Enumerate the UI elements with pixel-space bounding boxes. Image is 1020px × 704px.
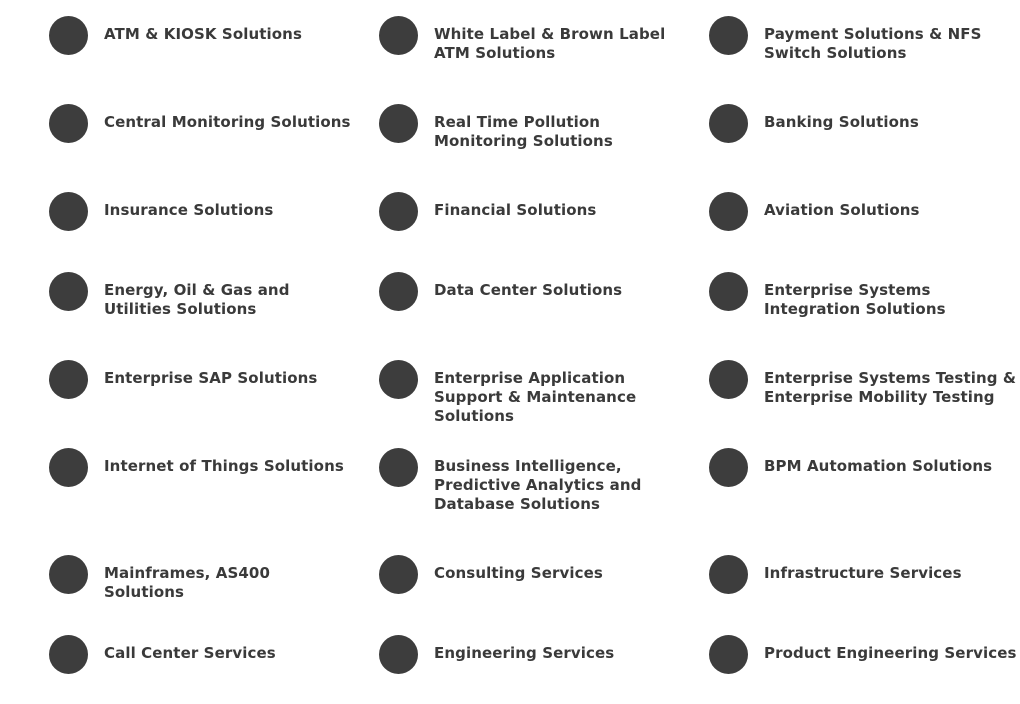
service-label: Product Engineering Services	[764, 644, 1017, 662]
circle-bullet-icon	[709, 104, 748, 143]
circle-bullet-icon	[379, 555, 418, 594]
service-item-white-label-atm[interactable]	[379, 16, 696, 63]
service-item-energy-oil-gas[interactable]	[49, 272, 354, 319]
service-item-insurance[interactable]	[49, 192, 354, 231]
circle-bullet-icon	[709, 192, 748, 231]
service-label: White Label & Brown Label ATM Solutions	[434, 25, 666, 62]
service-label: Financial Solutions	[434, 201, 597, 219]
service-item-sap[interactable]	[49, 360, 354, 399]
service-label: Enterprise Application Support & Maintenance Solutions	[434, 369, 637, 425]
circle-bullet-icon	[49, 104, 88, 143]
service-label: Insurance Solutions	[104, 201, 274, 219]
service-label: Enterprise Systems Testing & Enterprise Mobility Testing	[764, 369, 1017, 406]
service-label: Real Time Pollution Monitoring Solutions	[434, 113, 613, 150]
service-item-systems-integration[interactable]	[709, 272, 1020, 319]
service-label: Payment Solutions & NFS Switch Solutions	[764, 25, 982, 62]
circle-bullet-icon	[379, 16, 418, 55]
circle-bullet-icon	[379, 448, 418, 487]
service-item-application-support[interactable]	[379, 360, 696, 426]
circle-bullet-icon	[379, 192, 418, 231]
service-label: Call Center Services	[104, 644, 276, 662]
circle-bullet-icon	[709, 272, 748, 311]
service-item-financial[interactable]	[379, 192, 696, 231]
circle-bullet-icon	[49, 635, 88, 674]
circle-bullet-icon	[709, 448, 748, 487]
service-item-pollution-monitoring[interactable]	[379, 104, 696, 151]
service-item-data-center[interactable]	[379, 272, 696, 311]
service-label: Engineering Services	[434, 644, 615, 662]
circle-bullet-icon	[709, 360, 748, 399]
circle-bullet-icon	[49, 272, 88, 311]
service-label: Banking Solutions	[764, 113, 919, 131]
service-item-consulting[interactable]	[379, 555, 696, 594]
circle-bullet-icon	[49, 192, 88, 231]
service-item-engineering[interactable]	[379, 635, 696, 674]
service-label: Enterprise Systems Integration Solutions	[764, 281, 946, 318]
service-item-bpm-automation[interactable]	[709, 448, 1020, 487]
service-label: BPM Automation Solutions	[764, 457, 993, 475]
service-label: ATM & KIOSK Solutions	[104, 25, 302, 43]
circle-bullet-icon	[379, 360, 418, 399]
service-item-banking[interactable]	[709, 104, 1020, 143]
service-item-call-center[interactable]	[49, 635, 354, 674]
service-item-payment-nfs[interactable]	[709, 16, 1020, 63]
service-item-product-engineering[interactable]	[709, 635, 1020, 674]
service-item-central-monitoring[interactable]	[49, 104, 354, 143]
circle-bullet-icon	[49, 360, 88, 399]
service-label: Internet of Things Solutions	[104, 457, 344, 475]
circle-bullet-icon	[379, 635, 418, 674]
circle-bullet-icon	[709, 555, 748, 594]
service-item-infrastructure[interactable]	[709, 555, 1020, 594]
circle-bullet-icon	[49, 448, 88, 487]
service-label: Mainframes, AS400 Solutions	[104, 564, 270, 601]
service-label: Energy, Oil & Gas and Utilities Solutions	[104, 281, 290, 318]
service-label: Central Monitoring Solutions	[104, 113, 351, 131]
service-label: Aviation Solutions	[764, 201, 920, 219]
circle-bullet-icon	[379, 272, 418, 311]
service-item-business-intelligence[interactable]	[379, 448, 696, 514]
service-item-atm-kiosk[interactable]	[49, 16, 354, 55]
service-item-iot[interactable]	[49, 448, 354, 487]
service-item-aviation[interactable]	[709, 192, 1020, 231]
circle-bullet-icon	[379, 104, 418, 143]
service-label: Data Center Solutions	[434, 281, 623, 299]
circle-bullet-icon	[709, 16, 748, 55]
service-label: Consulting Services	[434, 564, 603, 582]
service-label: Enterprise SAP Solutions	[104, 369, 318, 387]
circle-bullet-icon	[709, 635, 748, 674]
service-item-systems-testing[interactable]	[709, 360, 1020, 407]
service-label: Business Intelligence, Predictive Analytics and Database Solutions	[434, 457, 642, 513]
circle-bullet-icon	[49, 16, 88, 55]
circle-bullet-icon	[49, 555, 88, 594]
service-label: Infrastructure Services	[764, 564, 962, 582]
service-item-mainframes[interactable]	[49, 555, 354, 602]
